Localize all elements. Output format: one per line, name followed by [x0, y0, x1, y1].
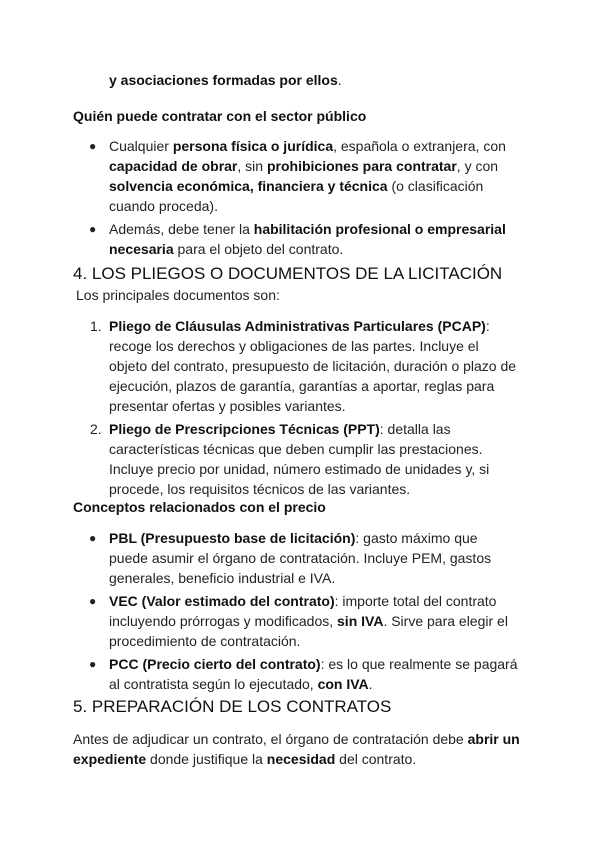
- continued-line: y asociaciones formadas por ellos.: [109, 72, 342, 88]
- list-number: 2.: [90, 421, 102, 437]
- list-item: ● PCC (Precio cierto del contrato): es lo que realmente se pagará al contratista según lo ejecutado, con IVA.: [89, 656, 518, 692]
- section-4-title: 4. LOS PLIEGOS O DOCUMENTOS DE LA LICITACIÓN: [73, 264, 503, 283]
- price-concepts-heading: Conceptos relacionados con el precio: [73, 499, 326, 515]
- list-item: ● Además, debe tener la habilitación profesional o empresarial necesaria para el objeto del contrato.: [89, 221, 506, 257]
- bullet-icon: ●: [89, 657, 97, 671]
- section-5-paragraph: Antes de adjudicar un contrato, el órgano de contratación debe abrir un expediente donde justifique la necesidad del contrato.: [73, 731, 520, 767]
- price-list: [0, 528, 600, 697]
- bullet-icon: ●: [89, 594, 97, 608]
- section-5-title: 5. PREPARACIÓN DE LOS CONTRATOS: [73, 697, 392, 716]
- section-4-intro: Los principales documentos son:: [76, 287, 280, 303]
- bullet-icon: ●: [89, 222, 97, 236]
- list-item: 2. Pliego de Prescripciones Técnicas (PPT): detalla las características técnicas que deben cumplir las prestaciones. Incluye precio por unidad, número estimado de unidades y, si procede, los requisitos técnicos de las variantes.: [90, 421, 490, 497]
- bullet-icon: ●: [89, 139, 97, 153]
- who-list: [0, 136, 600, 262]
- who-can-contract-heading: Quién puede contratar con el sector público: [73, 108, 367, 124]
- bullet-icon: ●: [89, 531, 97, 545]
- list-item: 1. Pliego de Cláusulas Administrativas Particulares (PCAP): recoge los derechos y obligaciones de las partes. Incluye el objeto del contrato, presupuesto de licitación, duración o plazo de ejecución, plazos de garantía, garantías a aportar, reglas para presentar ofertas y posibles variantes.: [90, 318, 517, 414]
- documents-list: [0, 316, 600, 502]
- list-item: ● VEC (Valor estimado del contrato): importe total del contrato incluyendo prórrogas y modificados, sin IVA. Sirve para elegir el procedimiento de contratación.: [89, 593, 508, 649]
- list-item: ● PBL (Presupuesto base de licitación): gasto máximo que puede asumir el órgano de contratación. Incluye PEM, gastos generales, beneficio industrial e IVA.: [89, 530, 492, 586]
- list-item: ● Cualquier persona física o jurídica, española o extranjera, con capacidad de obrar, sin prohibiciones para contratar, y con solvencia económica, financiera y técnica (o clasificación cuando proceda).: [89, 138, 506, 214]
- list-number: 1.: [90, 318, 102, 334]
